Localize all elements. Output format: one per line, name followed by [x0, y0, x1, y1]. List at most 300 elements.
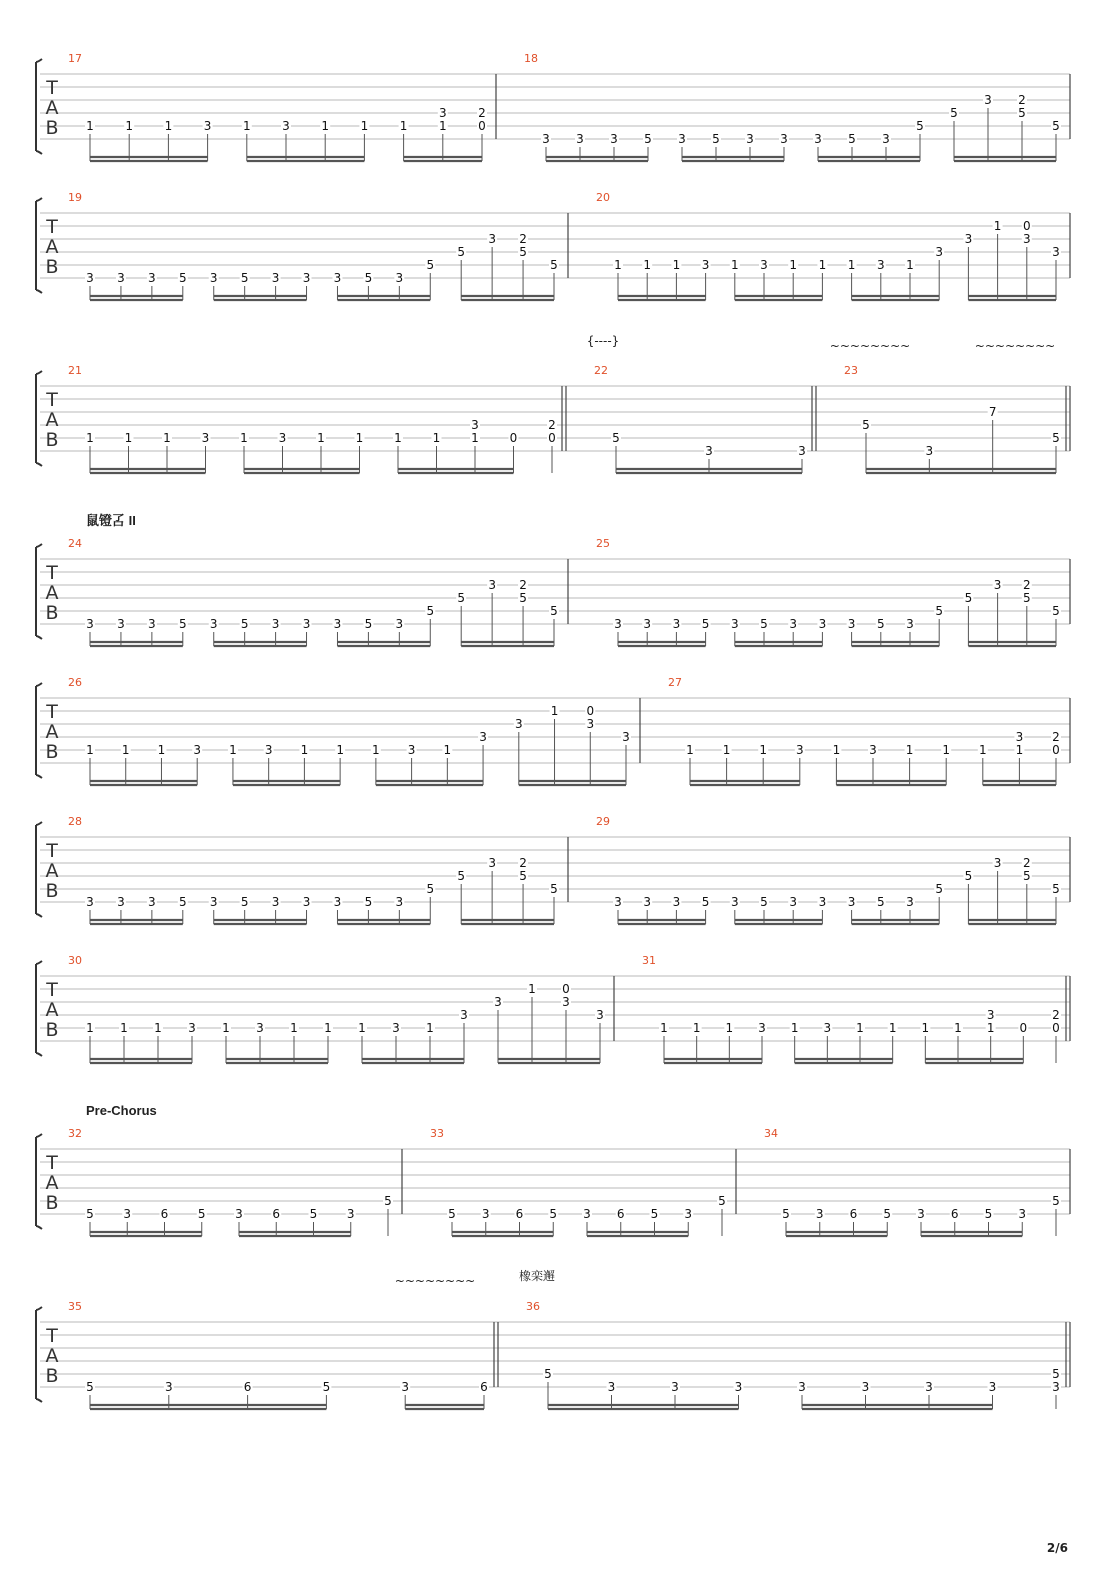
fret-number: 5	[309, 1207, 318, 1221]
fret-number: 0	[1052, 743, 1060, 757]
measure-number: 20	[596, 191, 610, 204]
fret-number: 3	[333, 271, 342, 285]
fret-number: 3	[730, 895, 739, 909]
fret-number: 3	[346, 1207, 355, 1221]
fret-number: 5	[1052, 882, 1060, 896]
fret-number: 0	[1022, 219, 1031, 233]
fret-number: 1	[355, 431, 364, 445]
fret-number: 5	[964, 869, 973, 883]
fret-number: 1	[163, 431, 171, 445]
fret-number: 1	[120, 1021, 128, 1035]
fret-number: 5	[240, 617, 249, 631]
tab-clef-letter: B	[45, 1365, 59, 1387]
measure	[68, 954, 605, 1063]
fret-number: 3	[302, 895, 311, 909]
fret-number: 3	[925, 444, 934, 458]
fret-number: 1	[672, 258, 681, 272]
tab-system	[36, 1103, 1070, 1236]
fret-number: 1	[550, 704, 559, 718]
measure	[764, 1127, 1061, 1236]
fret-number: 3	[562, 995, 570, 1009]
fret-number: 3	[643, 617, 652, 631]
fret-number: 3	[610, 132, 618, 146]
fret-number: 5	[550, 882, 558, 896]
fret-number: 1	[993, 219, 1002, 233]
fret-number: 3	[1022, 232, 1031, 246]
tab-system	[36, 52, 1070, 161]
fret-number: 1	[790, 1021, 799, 1035]
measure	[68, 364, 557, 473]
notation-mark: {----}	[586, 334, 620, 348]
fret-number: 1	[614, 258, 622, 272]
fret-number: 5	[644, 132, 652, 146]
fret-number: 7	[988, 405, 997, 419]
measure-number: 26	[68, 676, 82, 689]
measure	[430, 1127, 727, 1236]
fret-number: 1	[906, 258, 914, 272]
fret-number: 3	[583, 1207, 591, 1221]
tab-system	[36, 954, 1070, 1063]
fret-number: 3	[596, 1008, 604, 1022]
fret-number: 3	[814, 132, 822, 146]
fret-number: 3	[438, 106, 447, 120]
fret-number: 3	[271, 617, 280, 631]
fret-number: 6	[480, 1380, 488, 1394]
fret-number: 3	[164, 1380, 173, 1394]
measure	[68, 52, 487, 161]
fret-number: 5	[240, 271, 249, 285]
tab-clef-letter: A	[45, 582, 59, 604]
fret-number: 3	[1052, 245, 1060, 259]
fret-number: 3	[302, 271, 311, 285]
fret-number: 0	[1019, 1021, 1028, 1035]
fret-number: 5	[519, 245, 527, 259]
system-bracket	[36, 683, 42, 778]
fret-number: 1	[426, 1021, 434, 1035]
fret-number: 1	[832, 743, 841, 757]
fret-number: 5	[876, 895, 885, 909]
fret-number: 5	[701, 895, 710, 909]
fret-number: 5	[457, 869, 466, 883]
fret-number: 3	[395, 271, 404, 285]
fret-number: 1	[921, 1021, 930, 1035]
measure-number: 18	[524, 52, 538, 65]
system-bracket	[36, 961, 42, 1056]
fret-number: 2	[478, 106, 486, 120]
fret-number: 5	[519, 869, 527, 883]
tab-clef-letter: A	[45, 1172, 59, 1194]
fret-number: 3	[395, 895, 404, 909]
measure	[526, 1300, 1061, 1409]
fret-number: 1	[372, 743, 380, 757]
fret-number: 3	[395, 617, 404, 631]
fret-number: 6	[272, 1207, 281, 1221]
fret-number: 5	[448, 1207, 456, 1221]
tab-clef-letter: A	[45, 1345, 59, 1367]
fret-number: 6	[616, 1207, 625, 1221]
fret-number: 3	[643, 895, 652, 909]
measure	[524, 52, 1061, 161]
fret-number: 1	[789, 258, 798, 272]
fret-number: 1	[692, 1021, 701, 1035]
fret-number: 3	[471, 418, 479, 432]
tab-clef-letter: B	[45, 429, 59, 451]
fret-number: 5	[178, 271, 187, 285]
tab-clef-letter: B	[45, 880, 59, 902]
fret-number: 3	[407, 743, 416, 757]
fret-number: 1	[324, 1021, 332, 1035]
fret-number: 3	[678, 132, 686, 146]
fret-number: 1	[360, 119, 369, 133]
tab-clef-letter: B	[45, 1192, 59, 1214]
fret-number: 5	[384, 1194, 392, 1208]
fret-number: 3	[264, 743, 273, 757]
fret-number: 2	[1052, 1008, 1060, 1022]
fret-number: 1	[154, 1021, 162, 1035]
fret-number: 3	[730, 617, 739, 631]
fret-number: 1	[317, 431, 325, 445]
fret-number: 3	[869, 743, 877, 757]
system-bracket	[36, 544, 42, 639]
measure	[844, 364, 1061, 473]
fret-number: 5	[935, 882, 944, 896]
fret-number: 5	[550, 604, 558, 618]
fret-number: 3	[815, 1207, 824, 1221]
fret-number: 2	[1018, 93, 1026, 107]
fret-number: 3	[935, 245, 944, 259]
fret-number: 2	[519, 578, 527, 592]
measure	[68, 191, 559, 300]
tab-clef-letter: B	[45, 741, 59, 763]
fret-number: 1	[124, 431, 133, 445]
fret-number: 3	[1052, 1380, 1060, 1394]
tab-clef-letter: T	[46, 1152, 58, 1174]
tab-clef-letter: T	[46, 840, 58, 862]
tab-system	[36, 815, 1070, 924]
fret-number: 1	[528, 982, 536, 996]
fret-number: 1	[394, 431, 402, 445]
fret-number: 1	[942, 743, 951, 757]
tab-clef-letter: A	[45, 999, 59, 1021]
fret-number: 0	[1052, 1021, 1060, 1035]
fret-number: 1	[847, 258, 856, 272]
fret-number: 2	[1022, 856, 1031, 870]
fret-number: 6	[849, 1207, 858, 1221]
fret-number: 3	[148, 617, 156, 631]
fret-number: 1	[242, 119, 251, 133]
measure	[68, 815, 559, 924]
measure-number: 36	[526, 1300, 540, 1313]
fret-number: 3	[401, 1380, 410, 1394]
measure-number: 24	[68, 537, 82, 550]
measure-number: 22	[594, 364, 608, 377]
fret-number: 1	[888, 1021, 897, 1035]
fret-number: 3	[847, 895, 856, 909]
system-bracket	[36, 59, 42, 154]
fret-number: 5	[86, 1207, 94, 1221]
fret-number: 5	[197, 1207, 206, 1221]
fret-number: 3	[209, 895, 218, 909]
fret-number: 5	[984, 1207, 993, 1221]
fret-number: 1	[954, 1021, 962, 1035]
tab-clef-letter: B	[45, 256, 59, 278]
measure	[68, 676, 631, 785]
fret-number: 1	[1015, 743, 1024, 757]
fret-number: 1	[125, 119, 134, 133]
measure-number: 23	[844, 364, 858, 377]
fret-number: 5	[964, 591, 973, 605]
fret-number: 1	[300, 743, 309, 757]
tab-clef-letter: T	[46, 979, 58, 1001]
fret-number: 6	[950, 1207, 959, 1221]
fret-number: 5	[916, 119, 924, 133]
measure-number: 31	[642, 954, 656, 967]
fret-number: 5	[457, 591, 466, 605]
fret-number: 3	[235, 1207, 243, 1221]
fret-number: 3	[494, 995, 502, 1009]
fret-number: 3	[86, 617, 94, 631]
fret-number: 3	[734, 1380, 743, 1394]
measure-number: 28	[68, 815, 82, 828]
fret-number: 5	[86, 1380, 94, 1394]
fret-number: 3	[271, 271, 280, 285]
measure	[68, 537, 559, 646]
fret-number: 5	[364, 271, 373, 285]
fret-number: 5	[544, 1367, 552, 1381]
tab-clef-letter: T	[46, 77, 58, 99]
section-label: Pre-Chorus	[86, 1103, 157, 1118]
fret-number: 3	[203, 119, 212, 133]
tab-clef-letter: T	[46, 701, 58, 723]
fret-number: 3	[818, 617, 827, 631]
fret-number: 2	[519, 856, 527, 870]
fret-number: 3	[823, 1021, 832, 1035]
fret-number: 5	[519, 591, 527, 605]
fret-number: 3	[789, 895, 798, 909]
measure-number: 29	[596, 815, 610, 828]
fret-number: 2	[1052, 730, 1060, 744]
tab-clef-letter: A	[45, 721, 59, 743]
fret-number: 3	[514, 717, 523, 731]
tab-clef-letter: A	[45, 860, 59, 882]
fret-number: 1	[399, 119, 408, 133]
fret-number: 3	[607, 1380, 616, 1394]
fret-number: 3	[333, 895, 342, 909]
fret-number: 3	[117, 895, 125, 909]
fret-number: 1	[240, 431, 248, 445]
fret-number: 1	[759, 743, 768, 757]
fret-number: 5	[240, 895, 249, 909]
tab-system	[36, 334, 1070, 473]
fret-number: 5	[712, 132, 720, 146]
fret-number: 3	[86, 271, 94, 285]
tab-clef-letter: T	[46, 389, 58, 411]
measure	[642, 954, 1061, 1063]
fret-number: 1	[164, 119, 173, 133]
fret-number: 3	[701, 258, 710, 272]
measure-number: 17	[68, 52, 82, 65]
fret-number: 5	[1022, 591, 1031, 605]
tab-clef-letter: B	[45, 602, 59, 624]
fret-number: 3	[193, 743, 202, 757]
fret-number: 3	[925, 1380, 933, 1394]
tab-systems	[36, 52, 1070, 1409]
fret-number: 5	[848, 132, 856, 146]
measure-number: 19	[68, 191, 82, 204]
fret-number: 3	[993, 856, 1002, 870]
fret-number: 1	[686, 743, 694, 757]
fret-number: 3	[117, 271, 125, 285]
fret-number: 3	[993, 578, 1002, 592]
fret-number: 0	[548, 431, 556, 445]
fret-number: 3	[882, 132, 890, 146]
fret-number: 5	[760, 895, 768, 909]
fret-number: 3	[876, 258, 885, 272]
fret-number: 5	[426, 258, 435, 272]
fret-number: 1	[438, 119, 447, 133]
fret-number: 1	[86, 1021, 94, 1035]
fret-number: 3	[684, 1207, 693, 1221]
fret-number: 5	[457, 245, 466, 259]
fret-number: 5	[876, 617, 885, 631]
fret-number: 3	[188, 1021, 196, 1035]
fret-number: 3	[282, 119, 290, 133]
fret-number: 3	[479, 730, 487, 744]
fret-number: 3	[798, 1380, 806, 1394]
fret-number: 3	[798, 444, 806, 458]
system-bracket	[36, 1134, 42, 1229]
fret-number: 3	[795, 743, 804, 757]
fret-number: 5	[935, 604, 944, 618]
fret-number: 3	[576, 132, 584, 146]
fret-number: 3	[818, 895, 827, 909]
section-label: 鼠镫叾 II	[86, 513, 136, 528]
fret-number: 5	[883, 1207, 892, 1221]
tab-clef-letter: A	[45, 409, 59, 431]
fret-number: 3	[758, 1021, 766, 1035]
fret-number: 1	[905, 743, 914, 757]
system-bracket	[36, 371, 42, 466]
fret-number: 3	[86, 895, 94, 909]
fret-number: 3	[964, 232, 973, 246]
fret-number: 3	[672, 617, 681, 631]
tab-clef-letter: T	[46, 1325, 58, 1347]
fret-number: 5	[1052, 119, 1060, 133]
fret-number: 1	[222, 1021, 230, 1035]
fret-number: 0	[509, 431, 518, 445]
fret-number: 5	[1052, 1367, 1060, 1381]
measure	[596, 815, 1061, 924]
fret-number: 3	[861, 1380, 870, 1394]
fret-number: 3	[671, 1380, 679, 1394]
fret-number: 5	[1052, 604, 1060, 618]
fret-number: 3	[148, 895, 156, 909]
fret-number: 1	[730, 258, 739, 272]
fret-number: 3	[488, 856, 496, 870]
fret-number: 1	[157, 743, 166, 757]
fret-number: 5	[1052, 1194, 1060, 1208]
fret-number: 3	[271, 895, 280, 909]
fret-number: 1	[443, 743, 452, 757]
fret-number: 5	[650, 1207, 659, 1221]
fret-number: 3	[586, 717, 595, 731]
fret-number: 5	[950, 106, 958, 120]
fret-number: 1	[86, 119, 94, 133]
fret-number: 3	[780, 132, 788, 146]
fret-number: 3	[986, 1008, 995, 1022]
fret-number: 3	[1015, 730, 1024, 744]
fret-number: 3	[672, 895, 681, 909]
fret-number: 3	[488, 578, 496, 592]
fret-number: 5	[718, 1194, 726, 1208]
tab-system	[36, 676, 1070, 785]
fret-number: 3	[123, 1207, 132, 1221]
fret-number: 5	[178, 617, 187, 631]
fret-number: 1	[818, 258, 827, 272]
fret-number: 3	[622, 730, 630, 744]
fret-number: 3	[256, 1021, 264, 1035]
fret-number: 3	[488, 232, 496, 246]
system-bracket	[36, 822, 42, 917]
fret-number: 6	[515, 1207, 524, 1221]
fret-number: 1	[321, 119, 330, 133]
fret-number: 5	[178, 895, 187, 909]
fret-number: 3	[847, 617, 856, 631]
fret-number: 3	[209, 271, 218, 285]
fret-number: 3	[614, 895, 622, 909]
fret-number: 1	[986, 1021, 995, 1035]
fret-number: 5	[612, 431, 620, 445]
fret-number: 1	[471, 431, 479, 445]
fret-number: 3	[906, 895, 914, 909]
fret-number: 1	[978, 743, 987, 757]
fret-number: 1	[432, 431, 441, 445]
fret-number: 3	[392, 1021, 400, 1035]
fret-number: 5	[550, 258, 558, 272]
fret-number: 2	[548, 418, 556, 432]
notation-mark: ~~~~~~~~	[829, 339, 911, 353]
page-number: 2/6	[1046, 1541, 1068, 1555]
fret-number: 5	[1052, 431, 1060, 445]
fret-number: 2	[1022, 578, 1031, 592]
fret-number: 1	[643, 258, 652, 272]
fret-number: 5	[426, 604, 435, 618]
notation-mark: 橡栾邂	[518, 1269, 556, 1283]
fret-number: 3	[117, 617, 125, 631]
fret-number: 0	[586, 704, 595, 718]
fret-number: 5	[1018, 106, 1026, 120]
fret-number: 3	[302, 617, 311, 631]
measure-number: 30	[68, 954, 82, 967]
measure	[596, 191, 1061, 300]
fret-number: 5	[760, 617, 768, 631]
fret-number: 3	[333, 617, 342, 631]
tab-clef-letter: B	[45, 1019, 59, 1041]
measure	[594, 364, 807, 473]
fret-number: 3	[789, 617, 798, 631]
tab-clef-letter: B	[45, 117, 59, 139]
fret-number: 2	[519, 232, 527, 246]
fret-number: 6	[160, 1207, 169, 1221]
fret-number: 3	[760, 258, 768, 272]
fret-number: 3	[746, 132, 754, 146]
measure	[668, 676, 1061, 785]
measure-number: 33	[430, 1127, 444, 1140]
fret-number: 3	[542, 132, 550, 146]
fret-number: 5	[549, 1207, 558, 1221]
fret-number: 1	[290, 1021, 298, 1035]
measure	[68, 1300, 489, 1409]
